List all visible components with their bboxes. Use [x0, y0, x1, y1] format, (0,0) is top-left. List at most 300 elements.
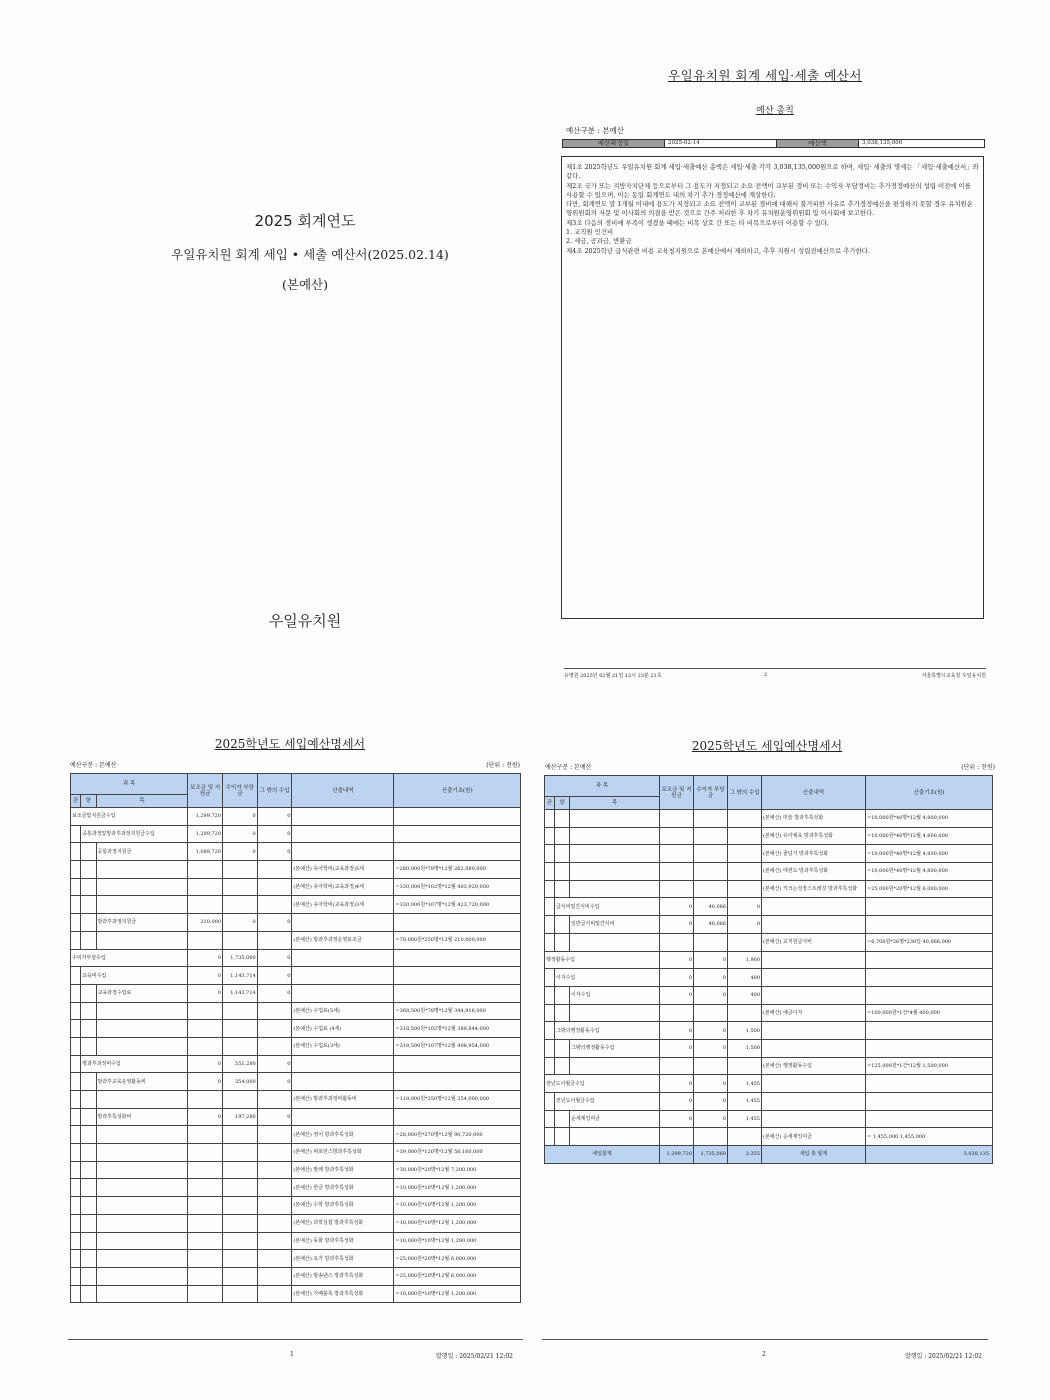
subsidy-value: 0: [660, 951, 694, 969]
calc-basis: =330,000원*107명*12월 423,720,000: [394, 896, 521, 914]
indent-cell: [71, 1179, 81, 1197]
indent-cell: [81, 914, 96, 932]
item-name: [96, 931, 188, 949]
table-row: [545, 898, 993, 916]
indent-cell: [545, 1128, 555, 1146]
amount-label: 예산액: [777, 140, 859, 148]
subsidy-value: [188, 1144, 223, 1162]
calc-detail: (본예산) 가베블록 방과후특성화: [292, 1285, 394, 1303]
other-value: 1,900: [728, 951, 762, 969]
indent-cell: [545, 1110, 555, 1128]
item-name: 전년도이월금수입: [545, 1075, 660, 1093]
calc-basis: [394, 843, 521, 861]
other-value: 0: [257, 967, 292, 985]
beneficiary-value: 551,280: [223, 1055, 258, 1073]
beneficiary-value: 40,066: [694, 898, 728, 916]
calc-basis: =10,000원*40명*12월 4,800,000: [866, 827, 993, 845]
beneficiary-value: [694, 810, 728, 828]
calc-detail: (본예산) 태권도 방과후특성화: [762, 863, 866, 881]
other-value: 0: [257, 825, 292, 843]
calc-detail: (본예산) 한글 방과후특성화: [292, 1179, 394, 1197]
item-name: 보조금및지원금수입: [71, 808, 188, 826]
calc-basis: =10,000원*40명*12월 4,800,000: [866, 863, 993, 881]
subsidy-value: [660, 1057, 694, 1075]
item-name: 교육비수입: [81, 967, 188, 985]
table-row: [71, 1197, 521, 1215]
calc-detail: [762, 1075, 866, 1093]
beneficiary-value: [223, 1267, 258, 1285]
subsidy-value: [188, 878, 223, 896]
article-paragraph: 다만, 회계연도 말 1개월 이내에 용도가 지정되고 소요 전액이 교부된 경비에 대해서 불가피한 사유로 추가경정예산을 편성하지 못할 경우 유치원운영위원회의 자문 및 이사회의 의결을 받은 것으로 간주 처리한 후 차기 유치원운영위원회 및 이사회에 보고한다.: [566, 200, 973, 218]
total-row: [545, 1146, 993, 1164]
calc-basis: =25,000원*20명*12월 6,000,000: [866, 880, 993, 898]
indent-cell: [545, 1039, 555, 1057]
indent-cell: [71, 1037, 81, 1055]
beneficiary-value: [694, 1128, 728, 1146]
calc-detail: [292, 1073, 394, 1091]
item-name: 급식비및간식비수입: [555, 898, 660, 916]
beneficiary-value: 0: [694, 1039, 728, 1057]
other-value: [728, 1128, 762, 1146]
calc-basis: =125,000원*1건*12월 1,500,000: [866, 1057, 993, 1075]
item-name: 그밖의행정활동수입: [555, 1022, 660, 1040]
calc-basis: [394, 1108, 521, 1126]
item-name: 전년도이월금수입: [555, 1093, 660, 1111]
indent-cell: [81, 1197, 96, 1215]
other-value: 0: [728, 916, 762, 934]
table-row: [545, 1128, 993, 1146]
indent-cell: [555, 1039, 570, 1057]
subsidy-value: [188, 1020, 223, 1038]
indent-cell: [71, 1073, 81, 1091]
subsidy-value: 0: [660, 1110, 694, 1128]
item-name: 교육과정수업료: [96, 984, 188, 1002]
indent-cell: [71, 1126, 81, 1144]
col-hang: 항: [81, 795, 96, 808]
subsidy-value: 1,299,720: [188, 808, 223, 826]
calc-basis: =25,000원*20명*12월 6,000,000: [394, 1267, 521, 1285]
amount-value: 3,038,135,000: [859, 140, 985, 148]
other-value: [257, 1037, 292, 1055]
item-name: [570, 880, 660, 898]
table-row: [545, 827, 993, 845]
indent-cell: [71, 1020, 81, 1038]
calc-detail: (본예산) 유아체육 방과후특성화: [762, 827, 866, 845]
indent-cell: [81, 1108, 96, 1126]
other-value: [257, 896, 292, 914]
general-subtitle: 예산 총칙: [756, 106, 794, 116]
beneficiary-value: [223, 1161, 258, 1179]
col-subsidy: 보조금 및 지원금: [660, 776, 694, 810]
calc-basis: [866, 1110, 993, 1128]
calc-detail: [292, 843, 394, 861]
calc-basis: [866, 951, 993, 969]
subsidy-value: [188, 1197, 223, 1215]
beneficiary-value: 0: [223, 843, 258, 861]
subsidy-value: [660, 863, 694, 881]
table-row: [71, 1285, 521, 1303]
calc-detail: [292, 825, 394, 843]
indent-cell: [71, 1108, 81, 1126]
indent-cell: [71, 896, 81, 914]
subsidy-value: 0: [660, 986, 694, 1004]
indent-cell: [555, 933, 570, 951]
table-row: [71, 967, 521, 985]
other-value: [728, 933, 762, 951]
calc-basis: [394, 1073, 521, 1091]
right-footer: [542, 1351, 988, 1359]
item-name: [96, 1002, 188, 1020]
table-row: [71, 878, 521, 896]
calc-detail: [292, 949, 394, 967]
article-paragraph: 1. 교직원 인건비: [566, 228, 614, 237]
other-value: [257, 878, 292, 896]
beneficiary-value: [694, 933, 728, 951]
subsidy-value: [188, 896, 223, 914]
table-row: [71, 1073, 521, 1091]
item-name: [96, 1179, 188, 1197]
calc-basis: =6,700원*26명*230일 40,066,000: [866, 933, 993, 951]
beneficiary-value: [223, 1232, 258, 1250]
beneficiary-value: 0: [694, 986, 728, 1004]
item-name: 공통과정지원금: [96, 843, 188, 861]
total-beneficiary: 1,735,060: [694, 1146, 728, 1164]
indent-cell: [71, 843, 81, 861]
indent-cell: [81, 1073, 96, 1091]
beneficiary-value: 197,280: [223, 1108, 258, 1126]
grand-total-value: 3,038,135: [866, 1146, 993, 1164]
calc-detail: (본예산) 순세계잉여금: [762, 1128, 866, 1146]
indent-cell: [71, 825, 81, 843]
calc-basis: =10,000원*40명*12월 4,800,000: [866, 810, 993, 828]
general-articles-box: [561, 156, 984, 619]
table-row: [71, 1267, 521, 1285]
calc-basis: =39,000원*120명*12월 56,160,000: [394, 1144, 521, 1162]
confirm-date-value: 2025-02-14: [665, 140, 777, 148]
indent-cell: [545, 810, 555, 828]
calc-basis: =10,000원*10명*12월 1,200,000: [394, 1285, 521, 1303]
indent-cell: [545, 969, 555, 987]
calc-basis: [866, 1039, 993, 1057]
subsidy-value: [188, 1126, 223, 1144]
other-value: [257, 861, 292, 879]
subsidy-value: 1,089,720: [188, 843, 223, 861]
col-gwan: 관: [545, 797, 555, 810]
col-beneficiary: 수익자 부담금: [694, 776, 728, 810]
right-footer-rule: [542, 1339, 988, 1340]
other-value: [257, 931, 292, 949]
item-name: [96, 1232, 188, 1250]
calc-basis: [866, 1093, 993, 1111]
beneficiary-value: 0: [694, 1093, 728, 1111]
indent-cell: [555, 863, 570, 881]
table-row: [71, 1250, 521, 1268]
table-row: [545, 1039, 993, 1057]
total-subsidy: 1,299,720: [660, 1146, 694, 1164]
indent-cell: [545, 933, 555, 951]
calc-basis: =10,000원*10명*12월 1,200,000: [394, 1232, 521, 1250]
general-footer-left: 유영원 2025년 02월 21일 12시 23분 21초: [564, 673, 662, 679]
item-name: 방과후과정지원금: [96, 914, 188, 932]
subsidy-value: 0: [660, 1075, 694, 1093]
other-value: [257, 1161, 292, 1179]
indent-cell: [71, 1250, 81, 1268]
table-row: [545, 1075, 993, 1093]
indent-cell: [555, 986, 570, 1004]
beneficiary-value: 0: [694, 951, 728, 969]
subsidy-value: [188, 1161, 223, 1179]
subsidy-value: 0: [660, 916, 694, 934]
subsidy-value: [660, 880, 694, 898]
table-row: [71, 808, 521, 826]
other-value: [728, 1057, 762, 1075]
indent-cell: [71, 1161, 81, 1179]
table-row: [71, 861, 521, 879]
subsidy-value: 0: [660, 1093, 694, 1111]
calc-basis: [866, 1022, 993, 1040]
right-sheet-meta: [545, 762, 995, 772]
calc-detail: [762, 1039, 866, 1057]
item-name: [570, 1057, 660, 1075]
calc-detail: (본예산) 수업료 (4세): [292, 1020, 394, 1038]
calc-basis: [394, 984, 521, 1002]
cover-doc-title: 우일유치원 회계 세입 • 세출 예산서(2025.02.14): [171, 247, 449, 262]
other-value: 0: [257, 949, 292, 967]
item-name: 방과후교육운영활동비: [96, 1073, 188, 1091]
other-value: 0: [257, 1055, 292, 1073]
table-row: [545, 810, 993, 828]
item-name: [96, 1037, 188, 1055]
beneficiary-value: 1,143,714: [223, 967, 258, 985]
indent-cell: [555, 1004, 570, 1022]
calc-basis: [866, 916, 993, 934]
other-value: [728, 1004, 762, 1022]
beneficiary-value: 0: [223, 914, 258, 932]
item-name: 일반급식비및간식비: [570, 916, 660, 934]
general-footer: [564, 668, 986, 679]
calc-basis: [394, 949, 521, 967]
table-row: [71, 896, 521, 914]
general-footer-right: 서울특별시교육청 우일유치원: [921, 673, 986, 679]
general-division: 예산구분 : 본예산: [566, 126, 625, 135]
indent-cell: [81, 1161, 96, 1179]
calc-detail: (본예산) 방과후과정비활동비: [292, 1091, 394, 1109]
subsidy-value: [188, 1037, 223, 1055]
subsidy-value: [660, 810, 694, 828]
item-name: 방과후과정비수입: [81, 1055, 188, 1073]
subsidy-value: [660, 933, 694, 951]
subsidy-value: 0: [188, 967, 223, 985]
subsidy-value: 0: [188, 949, 223, 967]
calc-detail: (본예산) 예금이자: [762, 1004, 866, 1022]
col-gwan: 관: [71, 795, 81, 808]
confirm-date-label: 예산확정일: [563, 140, 665, 148]
item-name: 이자수입: [570, 986, 660, 1004]
item-name: [96, 1091, 188, 1109]
indent-cell: [71, 931, 81, 949]
subsidy-value: 0: [660, 898, 694, 916]
article-paragraph: 2. 세금, 공과금, 반환금: [566, 237, 632, 246]
calc-detail: [762, 898, 866, 916]
subsidy-value: 210,000: [188, 914, 223, 932]
item-name: [96, 1267, 188, 1285]
cover-budget-type: (본예산): [282, 277, 328, 292]
indent-cell: [81, 1037, 96, 1055]
subsidy-value: [660, 845, 694, 863]
other-value: 1,455: [728, 1093, 762, 1111]
other-value: [257, 1250, 292, 1268]
calc-basis: =100,000원*1건*4월 400,000: [866, 1004, 993, 1022]
subsidy-value: [188, 1214, 223, 1232]
calc-detail: (본예산) 영어 방과후특성화: [292, 1126, 394, 1144]
indent-cell: [545, 916, 555, 934]
indent-cell: [81, 1179, 96, 1197]
calc-detail: (본예산) 키크는성장스트레칭 방과후특성화: [762, 880, 866, 898]
calc-basis: =10,000원*10명*12월 1,200,000: [394, 1197, 521, 1215]
beneficiary-value: [223, 1197, 258, 1215]
other-value: 0: [257, 1073, 292, 1091]
other-value: [257, 1197, 292, 1215]
other-value: 1,455: [728, 1075, 762, 1093]
other-value: [728, 827, 762, 845]
table-row: [545, 880, 993, 898]
item-name: 수익자부담수입: [71, 949, 188, 967]
beneficiary-value: 354,000: [223, 1073, 258, 1091]
indent-cell: [71, 878, 81, 896]
indent-cell: [545, 827, 555, 845]
beneficiary-value: [694, 880, 728, 898]
item-name: [96, 861, 188, 879]
indent-cell: [81, 896, 96, 914]
subsidy-value: [188, 1002, 223, 1020]
table-row: [71, 1214, 521, 1232]
subsidy-value: 0: [660, 1039, 694, 1057]
table-row: [71, 914, 521, 932]
col-other: 그 밖의 수입: [257, 774, 292, 808]
beneficiary-value: [694, 1057, 728, 1075]
beneficiary-value: [223, 931, 258, 949]
indent-cell: [71, 1144, 81, 1162]
subsidy-value: [188, 1250, 223, 1268]
indent-cell: [81, 1091, 96, 1109]
subsidy-value: 0: [660, 969, 694, 987]
col-subsidy: 보조금 및 지원금: [188, 774, 223, 808]
item-name: [96, 1020, 188, 1038]
calc-detail: [292, 967, 394, 985]
col-other: 그 밖의 수입: [728, 776, 762, 810]
col-hang: 항: [555, 797, 570, 810]
indent-cell: [545, 1093, 555, 1111]
item-name: 순세계잉여금: [570, 1110, 660, 1128]
col-item: 과 목: [71, 774, 188, 795]
indent-cell: [555, 1110, 570, 1128]
indent-cell: [71, 1055, 81, 1073]
subsidy-value: [188, 861, 223, 879]
table-row: [71, 1232, 521, 1250]
indent-cell: [71, 914, 81, 932]
other-value: 400: [728, 986, 762, 1004]
beneficiary-value: 0: [223, 808, 258, 826]
item-name: [570, 810, 660, 828]
other-value: [728, 880, 762, 898]
indent-cell: [555, 1128, 570, 1146]
beneficiary-value: [223, 1179, 258, 1197]
other-value: [257, 1285, 292, 1303]
other-value: 1,500: [728, 1039, 762, 1057]
subsidy-value: 0: [188, 1108, 223, 1126]
beneficiary-value: [223, 1285, 258, 1303]
indent-cell: [71, 1214, 81, 1232]
subsidy-value: [188, 931, 223, 949]
table-row: [71, 1108, 521, 1126]
beneficiary-value: [223, 1020, 258, 1038]
beneficiary-value: [223, 1250, 258, 1268]
indent-cell: [71, 984, 81, 1002]
table-row: [545, 1110, 993, 1128]
beneficiary-value: [694, 845, 728, 863]
indent-cell: [545, 898, 555, 916]
calc-detail: (본예산) 방송댄스 방과후특성화: [292, 1267, 394, 1285]
other-value: [257, 1091, 292, 1109]
table-row: [71, 1037, 521, 1055]
beneficiary-value: [223, 1037, 258, 1055]
indent-cell: [81, 1144, 96, 1162]
right-sheet-title: 2025학년도 세입예산명세서: [691, 739, 843, 753]
article-paragraph: 제2조 국가 또는 지방자치단체 등으로부터 그 용도가 지정되고 소요 전액이 교부된 경비 또는 수익자 부담경비는 추가경정예산의 성립 이전에 이를 사용할 수 있으며, 이는 동일 회계연도 내의 차기 추가 경정예산에 계상한다.: [566, 181, 971, 199]
indent-cell: [81, 1267, 96, 1285]
table-row: [545, 916, 993, 934]
calc-basis: =10,000원*40명*12월 4,800,000: [866, 845, 993, 863]
calc-detail: [292, 1108, 394, 1126]
calc-basis: =25,000원*20명*12월 6,000,000: [394, 1250, 521, 1268]
beneficiary-value: [694, 1004, 728, 1022]
calc-basis: [394, 825, 521, 843]
table-row: [71, 843, 521, 861]
right-page-number: 2: [762, 1351, 766, 1358]
calc-detail: (본예산) 유아학비(교육과정)5세: [292, 861, 394, 879]
col-item: 과 목: [545, 776, 660, 797]
other-value: 0: [257, 1108, 292, 1126]
other-value: 0: [257, 914, 292, 932]
table-row: [545, 1022, 993, 1040]
item-name: [570, 1004, 660, 1022]
other-value: [257, 1020, 292, 1038]
beneficiary-value: [223, 861, 258, 879]
left-unit: (단위 : 천원): [486, 762, 520, 769]
table-row: [545, 1057, 993, 1075]
calc-basis: =318,500원*102명*12월 389,844,000: [394, 1020, 521, 1038]
indent-cell: [71, 861, 81, 879]
subsidy-value: 0: [188, 1073, 223, 1091]
calc-basis: [394, 808, 521, 826]
beneficiary-value: [223, 1002, 258, 1020]
item-name: 공통과정및방과후과정지원금수입: [81, 825, 188, 843]
col-calc-detail: 산출내역: [762, 776, 866, 810]
item-name: [96, 878, 188, 896]
item-name: 방과후특성화비: [96, 1108, 188, 1126]
item-name: 행정활동수입: [545, 951, 660, 969]
other-value: 1,500: [728, 1022, 762, 1040]
table-row: [545, 863, 993, 881]
beneficiary-value: 0: [694, 969, 728, 987]
calc-basis: [394, 1055, 521, 1073]
total-other: 3,355: [728, 1146, 762, 1164]
indent-cell: [545, 880, 555, 898]
beneficiary-value: [694, 863, 728, 881]
article-paragraph: 제1조 2025학년도 우일유치원 회계 세입·세출예산 총액은 세입·세출 각각 3,038,135,000원으로 하며, 세입· 세출의 명세는 「세입·세출예산서」와 같다.: [566, 163, 979, 181]
table-row: [545, 845, 993, 863]
calc-detail: (본예산) 동화 방과후특성화: [292, 1232, 394, 1250]
